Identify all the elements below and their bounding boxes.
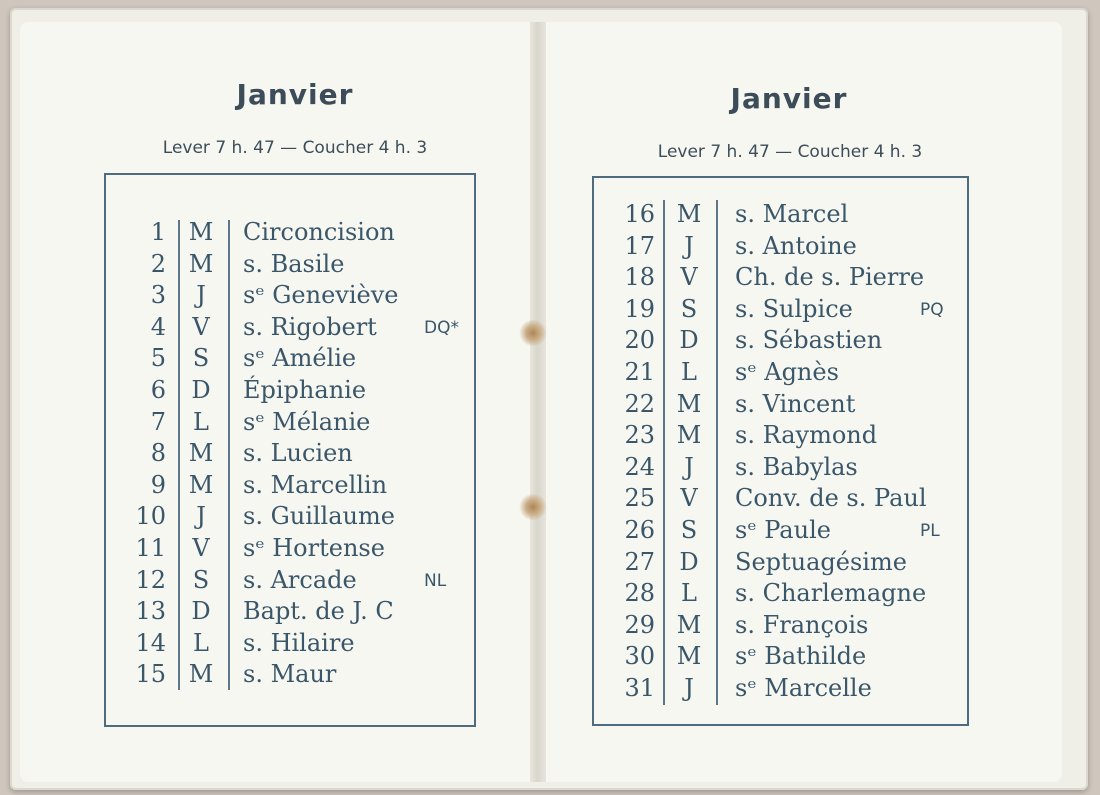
day-number: 14 bbox=[135, 628, 166, 657]
weekday-letter: J bbox=[684, 452, 694, 481]
saint-name: sᵉ Mélanie bbox=[243, 407, 371, 436]
saint-name: s. Rigobert bbox=[243, 312, 377, 341]
saint-name: s. Marcel bbox=[735, 200, 849, 228]
day-number: 24 bbox=[624, 452, 655, 481]
left-month-title: Janvier bbox=[236, 78, 354, 111]
weekday-letter: L bbox=[681, 579, 697, 608]
day-number: 23 bbox=[624, 421, 655, 450]
saint-name: s. Hilaire bbox=[243, 628, 355, 657]
saint-name: sᵉ Marcelle bbox=[735, 674, 872, 702]
saint-name: s. Arcade bbox=[243, 565, 357, 594]
day-number: 18 bbox=[624, 263, 655, 292]
day-number: 16 bbox=[624, 200, 655, 228]
weekday-letter: D bbox=[679, 326, 699, 355]
saint-name: s. Sulpice bbox=[735, 294, 853, 323]
day-number: 28 bbox=[624, 579, 655, 608]
weekday-letter: M bbox=[188, 660, 214, 689]
moon-phase: PQ bbox=[920, 299, 944, 320]
saint-name: sᵉ Bathilde bbox=[735, 642, 867, 671]
saint-name: s. Sébastien bbox=[735, 326, 883, 355]
day-number: 1 bbox=[150, 218, 166, 246]
left-divider-1 bbox=[178, 220, 180, 690]
weekday-letter: J bbox=[196, 281, 206, 310]
right-sun-times: Lever 7 h. 47 — Coucher 4 h. 3 bbox=[657, 142, 923, 162]
calendar-row bbox=[0, 200, 849, 230]
moon-phase: PL bbox=[920, 521, 940, 541]
saint-name: s. Marcellin bbox=[243, 470, 388, 499]
day-number: 20 bbox=[624, 326, 655, 355]
weekday-letter: J bbox=[196, 502, 206, 531]
saint-name: s. Vincent bbox=[735, 389, 856, 418]
day-number: 19 bbox=[624, 294, 655, 323]
day-number: 30 bbox=[624, 642, 655, 671]
saint-name: Ch. de s. Pierre bbox=[735, 263, 925, 292]
saint-name: Septuagésime bbox=[735, 547, 907, 576]
saint-name: s. Guillaume bbox=[243, 502, 395, 531]
weekday-letter: J bbox=[684, 231, 694, 260]
weekday-letter: V bbox=[680, 263, 698, 292]
day-number: 22 bbox=[624, 389, 655, 418]
day-number: 5 bbox=[150, 344, 166, 373]
saint-name: Circoncision bbox=[243, 218, 395, 246]
moon-phase: DQ* bbox=[424, 317, 459, 338]
weekday-letter: M bbox=[676, 642, 702, 671]
day-number: 6 bbox=[150, 376, 166, 404]
saint-name: s. Babylas bbox=[735, 452, 858, 481]
weekday-letter: M bbox=[188, 249, 214, 278]
weekday-letter: S bbox=[192, 344, 210, 373]
day-number: 11 bbox=[135, 534, 166, 562]
saint-name: s. Basile bbox=[243, 249, 345, 278]
saint-name: s. Maur bbox=[243, 660, 337, 689]
day-number: 31 bbox=[624, 674, 655, 702]
day-number: 17 bbox=[624, 231, 655, 260]
weekday-letter: M bbox=[188, 439, 214, 468]
saint-name: s. Raymond bbox=[735, 421, 878, 450]
day-number: 9 bbox=[150, 470, 166, 499]
day-number: 10 bbox=[135, 502, 166, 531]
day-number: 4 bbox=[150, 312, 166, 341]
left-sun-times: Lever 7 h. 47 — Coucher 4 h. 3 bbox=[162, 138, 428, 158]
right-divider-2 bbox=[716, 200, 718, 705]
saint-name: sᵉ Geneviève bbox=[243, 281, 399, 310]
weekday-letter: S bbox=[680, 294, 698, 323]
day-number: 12 bbox=[135, 565, 166, 594]
saint-name: sᵉ Paule bbox=[735, 516, 831, 544]
left-divider-2 bbox=[228, 220, 230, 690]
day-number: 29 bbox=[624, 610, 655, 639]
day-number: 8 bbox=[150, 439, 166, 468]
weekday-letter: S bbox=[192, 565, 210, 594]
weekday-letter: V bbox=[192, 534, 210, 562]
saint-name: Bapt. de J. C bbox=[243, 597, 394, 626]
weekday-letter: D bbox=[191, 376, 211, 404]
saint-name: s. Charlemagne bbox=[735, 579, 927, 608]
weekday-letter: V bbox=[192, 312, 210, 341]
day-number: 27 bbox=[624, 547, 655, 576]
day-number: 21 bbox=[624, 358, 655, 386]
moon-phase: NL bbox=[424, 570, 447, 591]
day-number: 3 bbox=[150, 281, 166, 310]
weekday-letter: M bbox=[188, 470, 214, 499]
day-number: 26 bbox=[624, 516, 655, 544]
day-number: 15 bbox=[135, 660, 166, 689]
weekday-letter: M bbox=[676, 610, 702, 639]
day-number: 25 bbox=[624, 484, 655, 513]
binding-gutter bbox=[530, 22, 546, 782]
saint-name: s. François bbox=[735, 610, 869, 639]
day-number: 7 bbox=[150, 407, 166, 436]
staple-stain bbox=[518, 320, 548, 346]
saint-name: sᵉ Agnès bbox=[735, 358, 839, 386]
day-number: 13 bbox=[135, 597, 166, 626]
weekday-letter: M bbox=[188, 218, 214, 246]
weekday-letter: S bbox=[680, 516, 698, 544]
saint-name: s. Lucien bbox=[243, 439, 353, 468]
saint-name: Épiphanie bbox=[243, 376, 367, 404]
weekday-letter: L bbox=[193, 407, 209, 436]
right-divider-1 bbox=[663, 200, 665, 705]
saint-name: Conv. de s. Paul bbox=[735, 484, 927, 513]
saint-name: sᵉ Amélie bbox=[243, 344, 357, 373]
weekday-letter: V bbox=[680, 484, 698, 513]
weekday-letter: M bbox=[676, 421, 702, 450]
saint-name: sᵉ Hortense bbox=[243, 534, 385, 562]
weekday-letter: J bbox=[684, 674, 694, 702]
day-number: 2 bbox=[150, 249, 166, 278]
weekday-letter: M bbox=[676, 200, 702, 228]
weekday-letter: L bbox=[681, 358, 697, 386]
weekday-letter: D bbox=[679, 547, 699, 576]
weekday-letter: L bbox=[193, 628, 209, 657]
weekday-letter: M bbox=[676, 389, 702, 418]
weekday-letter: D bbox=[191, 597, 211, 626]
staple-stain bbox=[518, 494, 548, 520]
right-month-title: Janvier bbox=[730, 82, 848, 115]
saint-name: s. Antoine bbox=[735, 231, 857, 260]
